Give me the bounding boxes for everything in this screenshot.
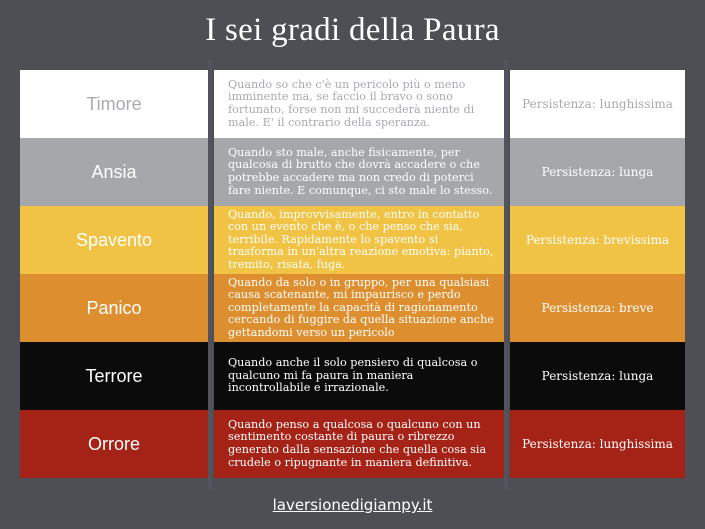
level-name: Panico: [20, 274, 208, 342]
level-name: Terrore: [20, 342, 208, 410]
level-persistence: Persistenza: lunga: [510, 342, 685, 410]
fear-levels-table: [20, 70, 685, 478]
level-description: Quando anche il solo pensiero di qualcosa o qualcuno mi fa paura in maniera incontrollabile e irrazionale.: [214, 342, 504, 410]
level-description: Quando so che c'è un pericolo più o meno imminente ma, se faccio il bravo o sono fortunato, forse non mi succederà niente di male. E' il contrario della speranza.: [214, 70, 504, 138]
table-row: [20, 138, 685, 206]
table-row: [20, 342, 685, 410]
column-divider: [208, 60, 212, 490]
level-persistence: Persistenza: lunghissima: [510, 70, 685, 138]
column-divider: [504, 60, 508, 490]
level-description: Quando, improvvisamente, entro in contatto con un evento che è, o che penso che sia, terribile. Rapidamente lo spavento si trasforma in un'altra reazione emotiva: pianto, tremito, risata, fuga.: [214, 206, 504, 274]
table-row: [20, 274, 685, 342]
level-description: Quando penso a qualcosa o qualcuno con un sentimento costante di paura o ribrezzo generato dalla sensazione che quella cosa sia crudele o ripugnante in maniera definitiva.: [214, 410, 504, 478]
page-title: I sei gradi della Paura: [205, 12, 500, 48]
level-persistence: Persistenza: lunghissima: [510, 410, 685, 478]
level-name: Orrore: [20, 410, 208, 478]
level-persistence: Persistenza: lunga: [510, 138, 685, 206]
level-name: Spavento: [20, 206, 208, 274]
level-name: Timore: [20, 70, 208, 138]
level-description: Quando da solo o in gruppo, per una qualsiasi causa scatenante, mi impaurisco e perdo completamente la capacità di ragionamento cercando di fuggire da quella situazione anche gettandomi verso un pericolo: [214, 274, 504, 342]
level-name: Ansia: [20, 138, 208, 206]
level-persistence: Persistenza: breve: [510, 274, 685, 342]
level-persistence: Persistenza: brevissima: [510, 206, 685, 274]
level-description: Quando sto male, anche fisicamente, per qualcosa di brutto che dovrà accadere o che potrebbe accadere ma non credo di poterci fare niente. E comunque, ci sto male lo stesso.: [214, 138, 504, 206]
table-row: [20, 410, 685, 478]
table-row: [20, 206, 685, 274]
table-row: [20, 70, 685, 138]
site-link[interactable]: laversionedigiampy.it: [272, 496, 433, 514]
